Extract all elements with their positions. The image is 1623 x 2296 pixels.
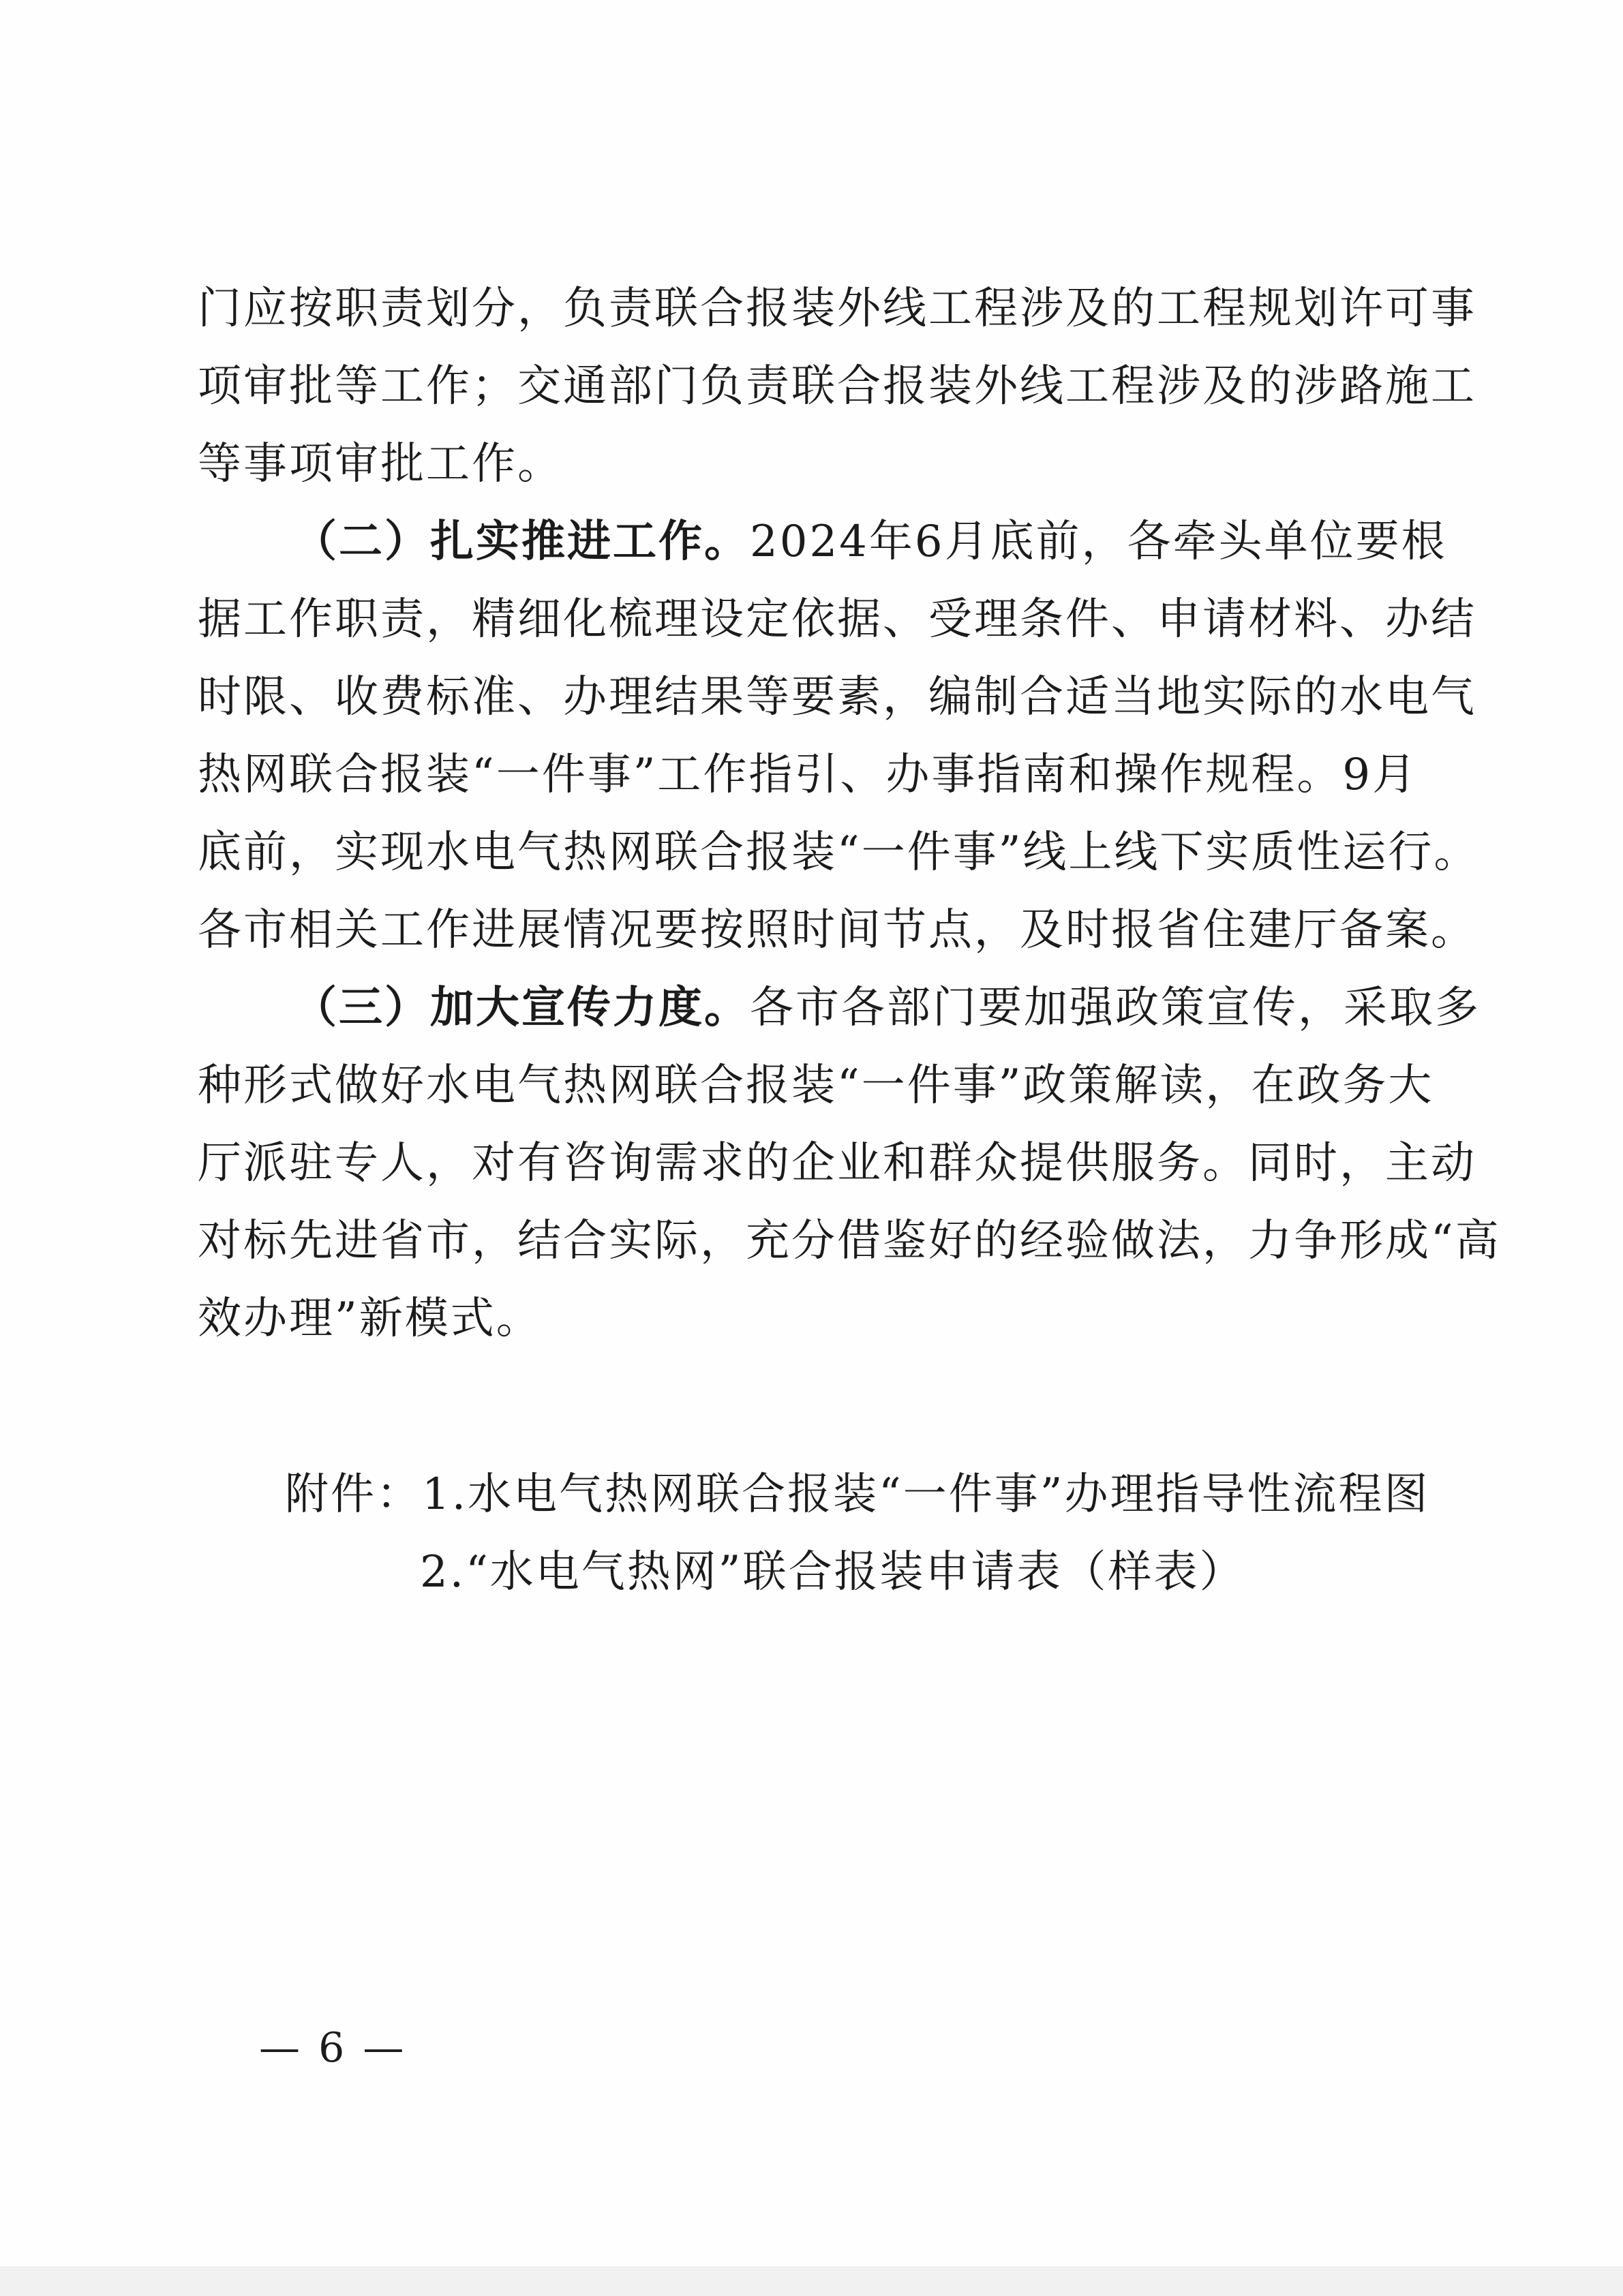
paragraph-text: 各市各部门要加强政策宣传，采取多: [750, 983, 1481, 1033]
paragraph-line: 各市相关工作进展情况要按照时间节点，及时报省住建厅备案。: [198, 905, 1476, 955]
paragraph-text: 2024年6月底前，各牵头单位要根: [750, 517, 1447, 567]
attachment-item: 附件：1.水电气热网联合报装“一件事”办理指导性流程图: [285, 1469, 1430, 1520]
paragraph-line: 底前，实现水电气热网联合报装“一件事”线上线下实质性运行。: [198, 827, 1480, 878]
paragraph-line: 门应按职责划分，负责联合报装外线工程涉及的工程规划许可事: [198, 284, 1476, 334]
paragraph-line: 时限、收费标准、办理结果等要素，编制合适当地实际的水电气: [198, 672, 1476, 722]
attachment-item: 2.“水电气热网”联合报装申请表（样表）: [420, 1547, 1245, 1597]
section-heading: （三）加大宣传力度。: [293, 982, 750, 1033]
paragraph-line: 种形式做好水电气热网联合报装“一件事”政策解读，在政务大: [198, 1060, 1434, 1111]
paragraph-line: 效办理”新模式。: [198, 1294, 542, 1344]
paragraph-line: 据工作职责，精细化梳理设定依据、受理条件、申请材料、办结: [198, 594, 1476, 645]
paragraph-line: 厅派驻专人，对有咨询需求的企业和群众提供服务。同时，主动: [198, 1138, 1476, 1189]
paragraph-1: [198, 270, 1476, 503]
paragraph-line: 对标先进省市，结合实际，充分借鉴好的经验做法，力争形成“高: [198, 1216, 1501, 1266]
paragraph-2: [198, 503, 1480, 969]
scan-edge: [0, 2266, 1623, 2296]
section-heading: （二）扎实推进工作。: [293, 516, 750, 567]
attachments-list: [285, 1456, 1430, 1611]
paragraph-line: 热网联合报装“一件事”工作指引、办事指南和操作规程。9月: [198, 750, 1419, 800]
page-number: — 6 —: [259, 2024, 407, 2072]
paragraph-line: 项审批等工作；交通部门负责联合报装外线工程涉及的涉路施工: [198, 361, 1476, 412]
paragraph-line: 等事项审批工作。: [198, 439, 563, 489]
paragraph-line: [198, 503, 1447, 581]
paragraph-3: [198, 969, 1501, 1358]
paragraph-line: [198, 969, 1481, 1047]
